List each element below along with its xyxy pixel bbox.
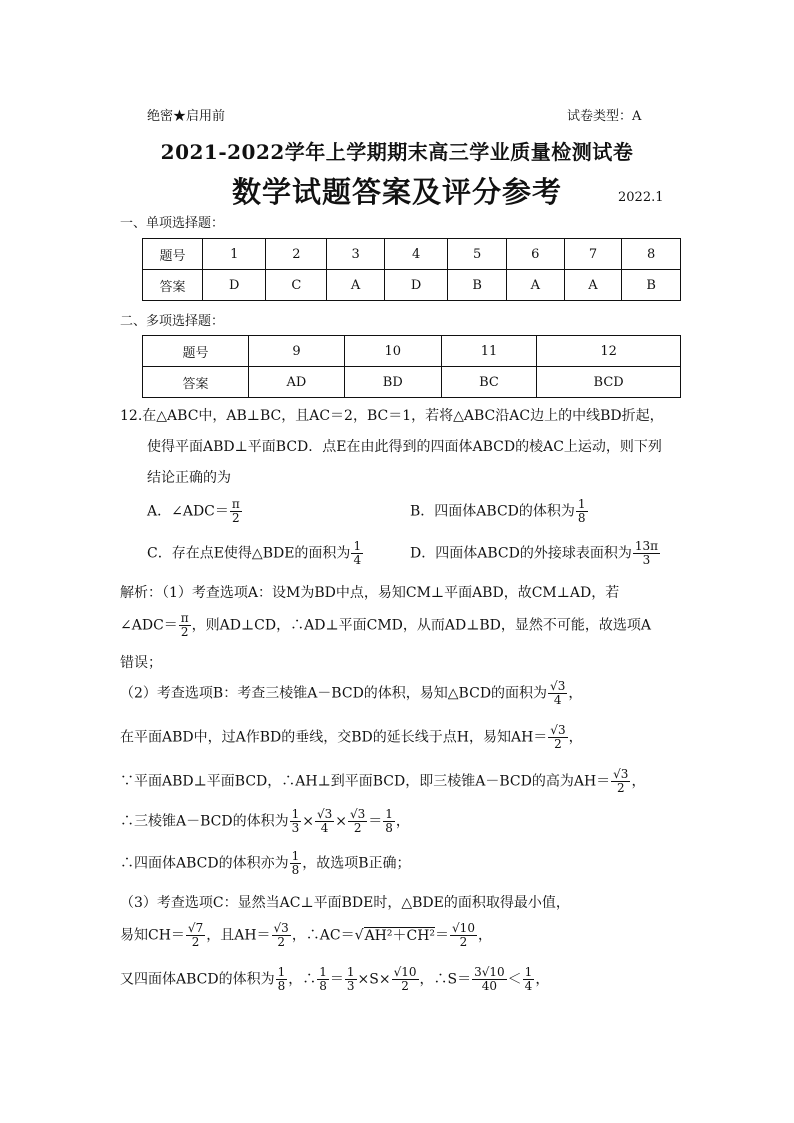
table-row [143, 270, 681, 301]
fraction: $\frac{\pi}{2}$ [180, 611, 189, 639]
table-cell: 10 [344, 336, 441, 367]
solution-line10: 易知CH＝ $\frac{√7}{2}$ ，且AH＝ $\frac{√3}{2}$ ，∴AC＝√AH²＋CH²＝ $\frac{√10}{2}$ ， [120, 921, 492, 949]
exam-title: 2021-2022学年上学期期末高三学业质量检测试卷 [160, 140, 634, 164]
solution-line4: （2）考查选项B：考查三棱锥A－BCD的体积，易知△BCD的面积为 $\frac{√3}{4}$ ， [120, 679, 583, 707]
fraction: $\frac{1}{4}$ [353, 539, 362, 567]
table-cell: B [448, 270, 507, 301]
single-choice-table [142, 238, 681, 301]
solution-line6: ∵平面ABD⊥平面BCD，∴AH⊥到平面BCD，即三棱锥A－BCD的高为AH＝ $\frac{√3}{2}$ ， [120, 767, 646, 795]
table-cell: 8 [622, 239, 681, 270]
section1-heading: 一、单项选择题： [120, 216, 225, 231]
fraction: $\frac{\pi}{2}$ [231, 497, 240, 525]
option-a [147, 498, 243, 525]
table-cell: 5 [448, 239, 507, 270]
table-cell: D [384, 270, 447, 301]
option-b-text: B．四面体ABCD的体积为 [410, 503, 575, 520]
table-cell: 11 [441, 336, 537, 367]
table-cell: AD [249, 367, 345, 398]
table-row [143, 367, 681, 398]
solution-line2: ∠ADC＝ $\frac{\pi}{2}$ ，则AD⊥CD，∴AD⊥平面CMD，从而AD⊥BD，显然不可能，故选项A [120, 611, 652, 639]
option-d [410, 540, 661, 567]
table-cell: 12 [537, 336, 681, 367]
table-cell: 题号 [143, 239, 203, 270]
solution-line11: 又四面体ABCD的体积为 $\frac{1}{8}$ ，∴ $\frac{1}{8}$ ＝ $\frac{1}{3}$ ×S× $\frac{√10}{2}$ ，∴S＝ $\frac{3√10}{40}$ ＜ $\frac{1}{4}$ ， [120, 965, 550, 993]
paper-type: 试卷类型：A [567, 109, 642, 124]
answer-title: 数学试题答案及评分参考 [231, 175, 562, 209]
multi-choice-table [142, 335, 681, 398]
solution-line1: 解析：（1）考查选项A：设M为BD中点，易知CM⊥平面ABD，故CM⊥AD，若 [120, 585, 620, 601]
exam-date: 2022.1 [618, 190, 664, 205]
solution-line7: ∴三棱锥A－BCD的体积为 $\frac{1}{3}$ × $\frac{√3}{4}$ × $\frac{√3}{2}$ ＝ $\frac{1}{8}$ ， [120, 807, 410, 835]
table-cell: A [327, 270, 385, 301]
fraction: $\frac{√3}{2}$ [613, 767, 629, 795]
table-cell: 1 [203, 239, 266, 270]
table-cell: 答案 [143, 367, 249, 398]
table-cell: 答案 [143, 270, 203, 301]
solution-line9: （3）考查选项C：显然当AC⊥平面BDE时，△BDE的面积取得最小值， [120, 895, 570, 911]
secret-label: 绝密★启用前 [147, 109, 226, 124]
q12-line1: 12.在△ABC中，AB⊥BC，且AC＝2，BC＝1，若将△ABC沿AC边上的中线BD折起， [120, 408, 664, 424]
fraction: $\frac{13\pi}{3}$ [634, 539, 658, 567]
table-cell: 7 [564, 239, 622, 270]
table-cell: 9 [249, 336, 345, 367]
option-b [410, 498, 589, 525]
table-cell: BCD [537, 367, 681, 398]
table-cell: A [564, 270, 622, 301]
option-c [147, 540, 364, 567]
table-cell: 4 [384, 239, 447, 270]
table-cell: D [203, 270, 266, 301]
table-row [143, 239, 681, 270]
option-d-text: D．四面体ABCD的外接球表面积为 [410, 545, 632, 562]
table-cell: BC [441, 367, 537, 398]
fraction: $\frac{1}{8}$ [577, 497, 586, 525]
solution-line5: 在平面ABD中，过A作BD的垂线，交BD的延长线于点H，易知AH＝ $\frac{√3}{2}$ ， [120, 723, 583, 751]
q12-line2: 使得平面ABD⊥平面BCD．点E在由此得到的四面体ABCD的棱AC上运动，则下列 [147, 439, 662, 455]
option-c-text: C．存在点E使得△BDE的面积为 [147, 545, 351, 562]
solution-line3: 错误； [120, 655, 162, 671]
table-cell: B [622, 270, 681, 301]
table-cell: BD [344, 367, 441, 398]
section2-heading: 二、多项选择题： [120, 314, 225, 329]
table-cell: 6 [506, 239, 564, 270]
table-cell: 题号 [143, 336, 249, 367]
table-row [143, 336, 681, 367]
q12-line3: 结论正确的为 [147, 470, 231, 486]
option-a-text: A．∠ADC＝ [147, 503, 229, 520]
solution-line8: ∴四面体ABCD的体积亦为 $\frac{1}{8}$ ，故选项B正确； [120, 849, 411, 877]
table-cell: A [506, 270, 564, 301]
fraction: $\frac{√3}{2}$ [550, 723, 566, 751]
table-cell: 3 [327, 239, 385, 270]
table-cell: 2 [266, 239, 327, 270]
fraction: $\frac{√3}{4}$ [550, 679, 566, 707]
table-cell: C [266, 270, 327, 301]
